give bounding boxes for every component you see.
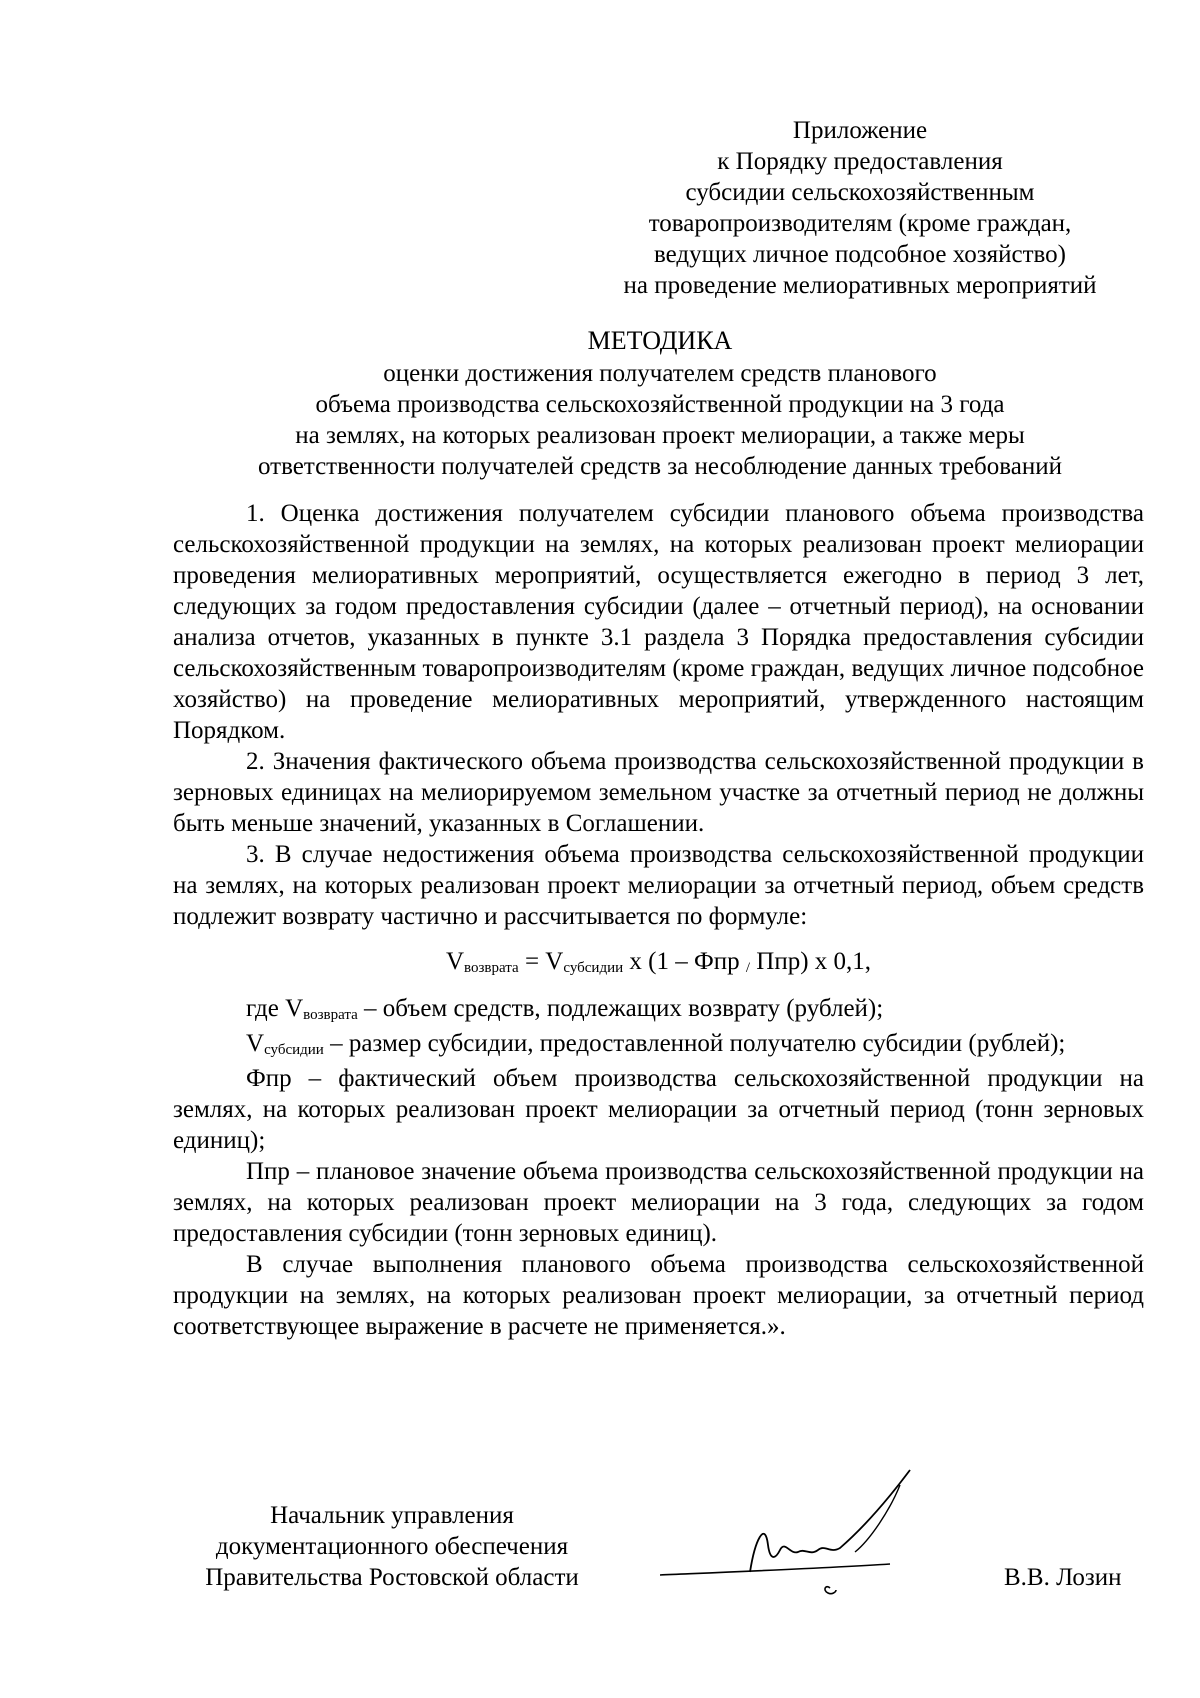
paragraph-1: 1. Оценка достижения получателем субсидии планового объема производства сельскохозяйственной продукции на землях, на которых реализован проект мелиорации проведения мелиоративных мероприятий, осуществляется ежегодно в период 3 лет, следующих за годом предоставления субсидии (далее – отчетный период), на основании анализа отчетов, указанных в пункте 3.1 раздела 3 Порядка предоставления субсидии сельскохозяйственным товаропроизводителям (кроме граждан, ведущих личное подсобное хозяйство) на проведение мелиоративных мероприятий, утвержденного настоящим Порядком. <box>173 500 1144 744</box>
def-v: V <box>285 995 304 1022</box>
formula-sub-return: возврата <box>464 960 519 976</box>
formula-part-1: х (1 – Фпр <box>623 948 746 975</box>
appendix-line: товаропроизводителям (кроме граждан, <box>648 210 1072 237</box>
def-sub-return: возврата <box>303 1007 358 1023</box>
definition-v-return <box>173 993 1144 1028</box>
subtitle-line: объема производства сельскохозяйственной продукции на 3 года <box>315 391 1005 418</box>
appendix-line: к Порядку предоставления <box>717 148 1003 175</box>
formula-slash: / <box>745 960 751 976</box>
formula-v-return: V <box>445 948 465 975</box>
appendix-line: ведущих личное подсобное хозяйство) <box>654 241 1066 268</box>
definition-v-subsidy <box>173 1028 1144 1063</box>
def-v-return-text: – объем средств, подлежащих возврату (рублей); <box>357 995 884 1022</box>
position-line: документационного обеспечения <box>215 1533 569 1560</box>
where-prefix: где <box>246 995 286 1022</box>
definition-ppr: Ппр – плановое значение объема производства сельскохозяйственной продукции на землях, на которых реализован проект мелиорации на 3 года, следующих за годом предоставления субсидии (тонн зерновых единиц). <box>173 1158 1144 1247</box>
appendix-line: на проведение мелиоративных мероприятий <box>623 272 1097 299</box>
signatory-position <box>172 1500 612 1593</box>
formula-sub-subsidy: субсидии <box>563 960 624 976</box>
appendix-line: субсидии сельскохозяйственным <box>685 179 1035 206</box>
handwritten-signature <box>650 1460 1010 1610</box>
document-body <box>173 498 1144 1342</box>
subtitle-line: ответственности получателей средств за несоблюдение данных требований <box>257 453 1062 480</box>
formula-part-2: Ппр) х 0,1, <box>750 948 872 975</box>
paragraph-3: 3. В случае недостижения объема производства сельскохозяйственной продукции на землях, на которых реализован проект мелиорации за отчетный период, объем средств подлежит возврату частично и рассчитывается по формуле: <box>173 841 1144 930</box>
paragraph-2: 2. Значения фактического объема производства сельскохозяйственной продукции в зерновых единицах на мелиорируемом земельном участке за отчетный период не должны быть меньше значений, указанных в Соглашении. <box>173 748 1144 837</box>
paragraph-final: В случае выполнения планового объема производства сельскохозяйственной продукции на землях, на которых реализован проект мелиорации, за отчетный период соответствующее выражение в расчете не применяется.». <box>173 1251 1144 1340</box>
appendix-line: Приложение <box>792 117 928 144</box>
definition-fpr: Фпр – фактический объем производства сельскохозяйственной продукции на землях, на которых реализован проект мелиорации за отчетный период (тонн зерновых единиц); <box>173 1065 1144 1154</box>
formula-equals: = <box>518 948 546 975</box>
position-line: Правительства Ростовской области <box>205 1564 579 1591</box>
signer-name: В.В. Лозин <box>1004 1564 1122 1591</box>
formula-v-subsidy: V <box>545 948 564 975</box>
def-sub-subsidy: субсидии <box>264 1042 324 1058</box>
def-v2: V <box>246 1030 265 1057</box>
return-formula <box>173 946 1144 981</box>
document-title: МЕТОДИКА <box>587 326 733 355</box>
def-v-subsidy-text: – размер субсидии, предоставленной получателю субсидии (рублей); <box>323 1030 1066 1057</box>
position-line: Начальник управления <box>270 1502 514 1529</box>
appendix-header <box>560 115 1160 301</box>
subtitle-line: на землях, на которых реализован проект мелиорации, а также меры <box>295 422 1025 449</box>
document-subtitle <box>150 358 1170 482</box>
subtitle-line: оценки достижения получателем средств планового <box>383 360 937 387</box>
